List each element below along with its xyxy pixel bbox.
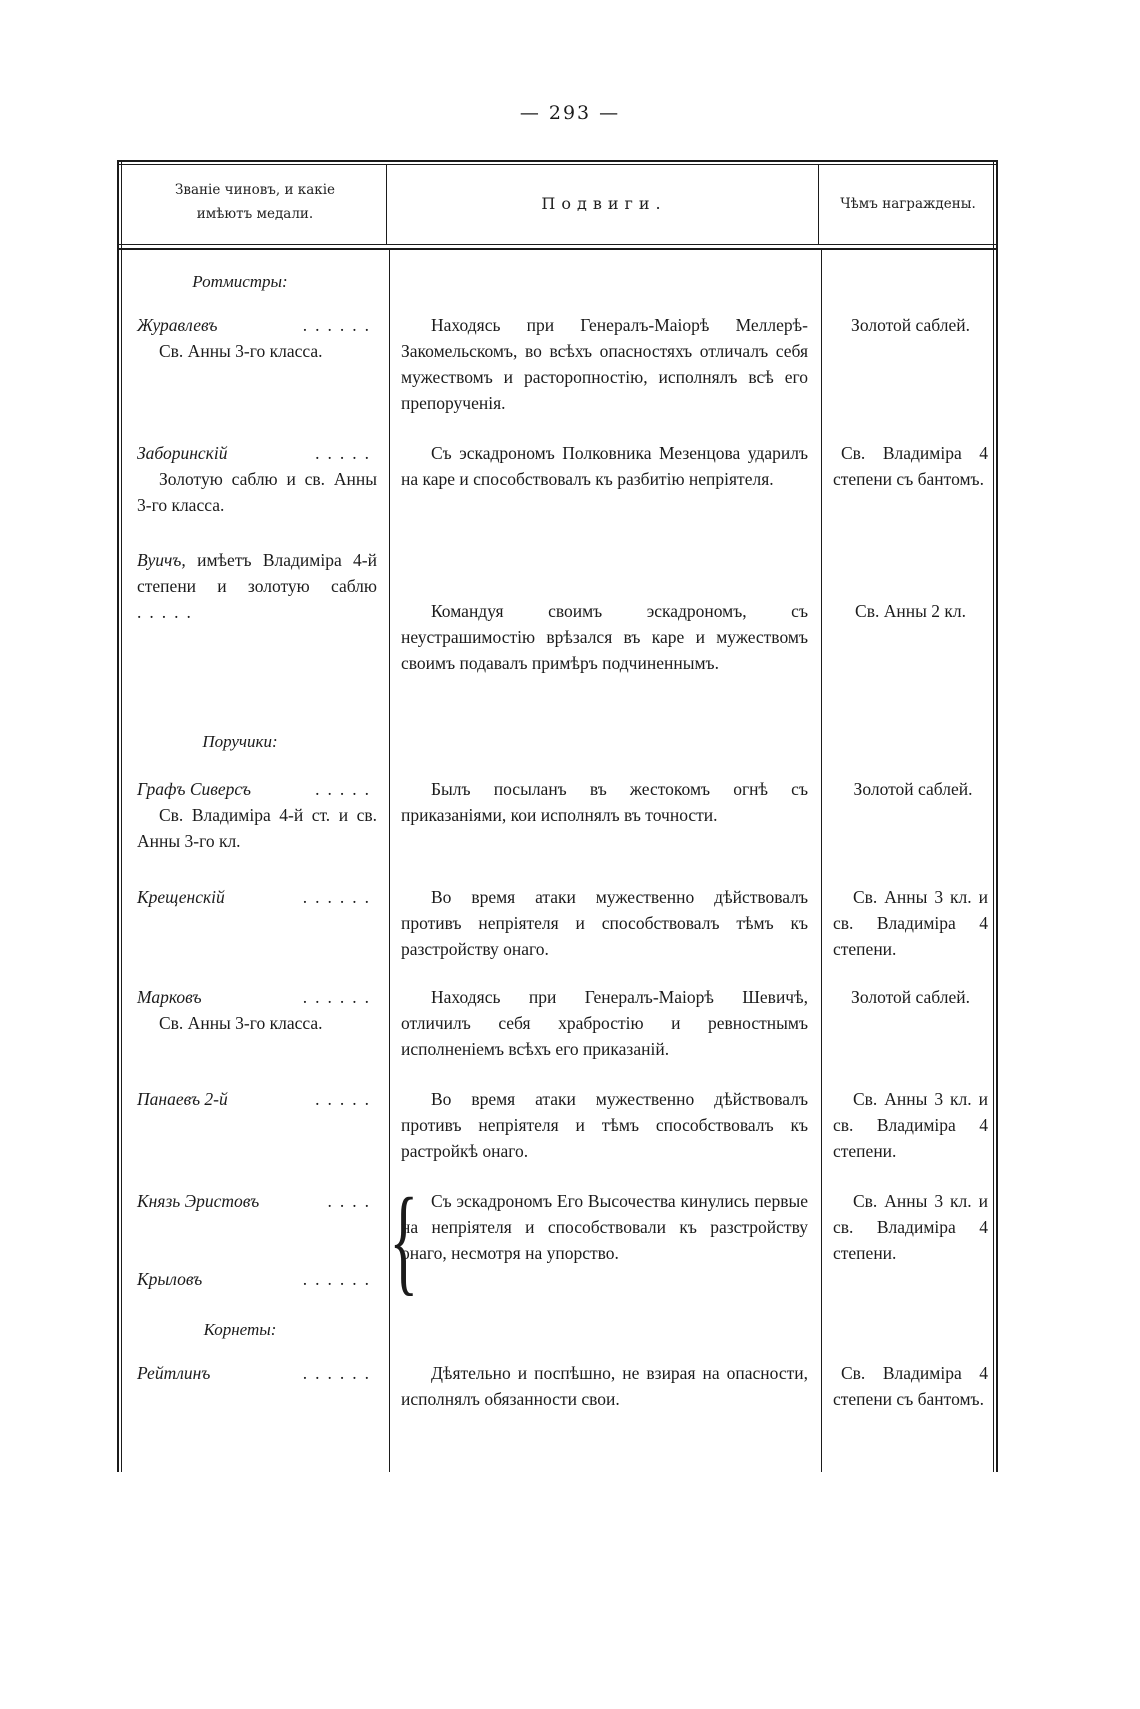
section-heading: Поручики: (202, 732, 278, 751)
header-col-reward: Чѣмъ награждены. (840, 196, 976, 212)
officer-medals: Св. Анны 3-го класса. (159, 1013, 323, 1033)
officer-medals: имѣетъ Владиміра 4-й степени и золотую саблю (137, 550, 377, 596)
officer-name: Марковъ (137, 987, 202, 1007)
reward-text: Св. Владиміра 4 степени съ бантомъ. (833, 443, 988, 489)
deed-text: Находясь при Генералъ-Маіорѣ Меллерѣ-Закомельскомъ, во всѣхъ опасностяхъ отличалъ себя мужествомъ и расторопностію, исполнялъ всѣ его препорученія. (401, 315, 808, 413)
reward-text: Св. Анны 3 кл. и св. Владиміра 4 степени. (833, 887, 988, 959)
reward-text: Золотой саблей. (851, 987, 970, 1007)
reward-text: Золотой саблей. (853, 779, 973, 799)
reward-text: Св. Анны 3 кл. и св. Владиміра 4 степени. (833, 1089, 988, 1161)
officer-name: Графъ Сиверсъ (137, 779, 252, 799)
officer-name: Заборинскій (137, 443, 228, 463)
page-number: — 293 — (519, 102, 621, 124)
deed-text: Дѣятельно и поспѣшно, не взирая на опасности, исполнялъ обязанности свои. (401, 1363, 808, 1409)
deed-text: Во время атаки мужественно дѣйствовалъ противъ непріятеля и тѣмъ способствовалъ къ растройкѣ онаго. (401, 1089, 808, 1161)
deed-text: Съ эскадрономъ Полковника Мезенцова ударилъ на каре и способствовалъ къ разбитію непріятеля. (401, 443, 808, 489)
deed-text: Съ эскадрономъ Его Высочества кинулись первые на непріятеля и способствовали къ разстройству онаго, несмотря на упорство. (401, 1191, 808, 1263)
section-heading: Корнеты: (203, 1320, 277, 1339)
deed-text: Находясь при Генералъ-Маіорѣ Шевичѣ, отличилъ себя храбростію и ревностнымъ исполненіемъ всѣхъ его приказаній. (401, 987, 808, 1059)
header-col-deeds: Подвиги. (541, 194, 667, 213)
reward-text: Св. Владиміра 4 степени съ бантомъ. (833, 1363, 988, 1409)
officer-medals: Св. Владиміра 4-й ст. и св. Анны 3-го кл. (137, 805, 377, 851)
officer-medals: Золотую саблю и св. Анны 3-го класса. (137, 469, 377, 515)
deed-text: Во время атаки мужественно дѣйствовалъ противъ непріятеля и способствовалъ тѣмъ къ разстройству онаго. (401, 887, 808, 959)
officer-medals: Св. Анны 3-го класса. (159, 341, 323, 361)
deed-text: Былъ посыланъ въ жестокомъ огнѣ съ приказаніями, кои исполнялъ въ точности. (401, 779, 808, 825)
deed-text: Командуя своимъ эскадрономъ, съ неустрашимостію врѣзался въ каре и мужествомъ своимъ подавалъ примѣръ подчиненнымъ. (401, 601, 808, 673)
header-col-rank: Званіе чиновъ, и какіе имѣютъ медали. (175, 182, 335, 222)
officer-name: Рейтлинъ (137, 1363, 211, 1383)
officer-name: Крыловъ (137, 1269, 203, 1289)
officer-name: Вуичъ, (137, 550, 186, 570)
section-heading: Ротмистры: (192, 272, 288, 291)
reward-text: Золотой саблей. (851, 315, 970, 335)
brace-icon: { (389, 1173, 419, 1306)
officer-name: Панаевъ 2-й (137, 1089, 228, 1109)
officer-name: Князь Эристовъ (137, 1191, 260, 1211)
officer-name: Журавлевъ (137, 315, 218, 335)
reward-text: Св. Анны 2 кл. (855, 601, 966, 621)
officer-name: Крещенскій (137, 887, 225, 907)
reward-text: Св. Анны 3 кл. и св. Владиміра 4 степени. (833, 1191, 988, 1263)
